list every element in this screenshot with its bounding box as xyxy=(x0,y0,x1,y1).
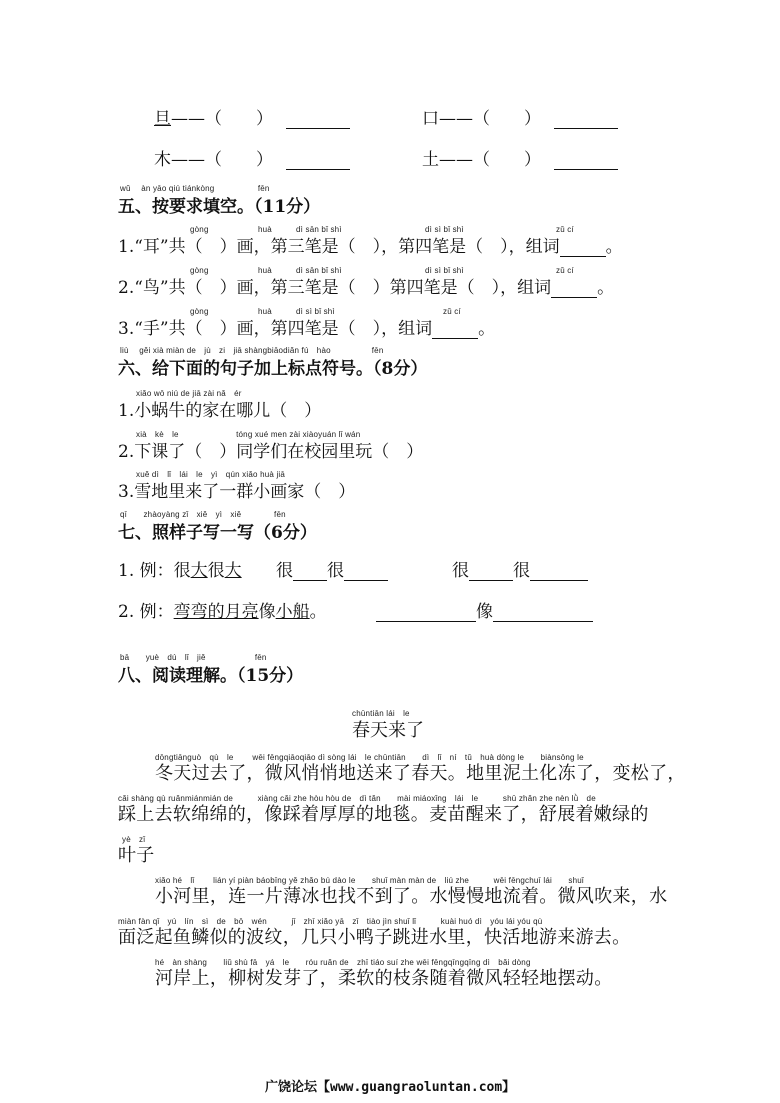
exercise-1a xyxy=(276,556,388,581)
answer-blank[interactable] xyxy=(560,240,606,257)
example-word: 大 xyxy=(190,561,208,581)
pinyin: zǔ cí xyxy=(556,266,574,275)
match-paren: ——（ ） xyxy=(439,150,541,170)
hen-char: 很 xyxy=(276,561,293,581)
section-5-title: 五、按要求填空。（11分） xyxy=(118,197,321,217)
example-word: 小船 xyxy=(275,602,310,622)
punct-item-1: 1.小蜗牛的家在哪儿（ ） xyxy=(118,401,322,421)
answer-blank[interactable] xyxy=(432,322,478,339)
pinyin: gòng xyxy=(190,266,209,275)
pinyin: dōngtiānguò qù le wēi fēngqiāoqiāo dì sòng lái le chūntiān dì lǐ ní tǔ huà dòng le biànsōng le xyxy=(155,753,584,762)
pinyin: gòng xyxy=(190,307,209,316)
period: 。 xyxy=(478,319,496,339)
pinyin: dì sì bǐ shì xyxy=(425,266,464,275)
example-2 xyxy=(118,597,327,622)
answer-blank[interactable] xyxy=(286,153,350,170)
section-7-pinyin: qī zhàoyàng zǐ xiě yì xiě fēn xyxy=(120,510,286,519)
match-row-2-left xyxy=(154,145,350,170)
pinyin: xiǎo hé lǐ lián yí piàn báobīng yě zhǎo bú dào le shuǐ màn màn de liú zhe wēi fēngchuī lái shuǐ xyxy=(155,876,584,885)
pinyin: dì sān bǐ shì xyxy=(296,266,342,275)
punct-item-2: 2.下课了（ ）同学们在校园里玩（ ） xyxy=(118,442,424,462)
example-word: 大 xyxy=(224,561,242,581)
answer-blank[interactable] xyxy=(469,564,513,581)
story-line-6: 河岸上，柳树发芽了，柔软的枝条随着微风轻轻地摆动。 xyxy=(155,968,613,989)
pinyin: miàn fàn qǐ yú lín sì de bō wén jǐ zhī xiǎo yā zǐ tiào jìn shuǐ lǐ kuài huó dì yóu lái yóu qù xyxy=(118,917,543,926)
answer-blank[interactable] xyxy=(554,153,618,170)
fill-item-3 xyxy=(118,314,495,339)
pinyin: hé àn shàng liǔ shù fā yá le róu ruǎn de zhī tiáo suí zhe wēi fēngqīngqīng dì bǎi dòng xyxy=(155,958,531,967)
section-7-title: 七、照样子写一写（6分） xyxy=(118,523,317,543)
question-text: 3.“手”共（ ）画，第四笔是（ ），组词 xyxy=(118,319,433,339)
example-word: 弯弯的月亮 xyxy=(173,602,259,622)
answer-blank[interactable] xyxy=(376,605,476,622)
match-paren: ——（ ） xyxy=(171,150,273,170)
match-row-2-right xyxy=(422,145,618,170)
answer-blank[interactable] xyxy=(293,564,327,581)
pinyin: yè zǐ xyxy=(122,835,146,844)
pinyin: dì sān bǐ shì xyxy=(296,225,342,234)
match-char: 木 xyxy=(154,150,171,170)
punct-item-3: 3.雪地里来了一群小画家（ ） xyxy=(118,482,356,502)
period: 。 xyxy=(309,602,327,622)
answer-blank[interactable] xyxy=(344,564,388,581)
question-text: 2.“鸟”共（ ）画，第三笔是（ ）第四笔是（ ），组词 xyxy=(118,278,552,298)
footer-watermark: 广饶论坛【www.guangraoluntan.com】 xyxy=(265,1080,516,1095)
exercise-1b xyxy=(452,556,588,581)
answer-blank[interactable] xyxy=(551,281,597,298)
question-text: 1.“耳”共（ ）画，第三笔是（ ），第四笔是（ ），组词 xyxy=(118,237,560,257)
example-word: 很 xyxy=(207,561,225,581)
hen-char: 很 xyxy=(513,561,530,581)
story-title-pinyin: chūntiān lái le xyxy=(352,709,410,718)
pinyin: dì sì bǐ shì xyxy=(425,225,464,234)
section-6-pinyin: liù gěi xià miàn de jù zi jiā shàngbiāodiǎn fú hào fēn xyxy=(120,346,384,355)
pinyin: zǔ cí xyxy=(556,225,574,234)
story-line-2: 踩上去软绵绵的，像踩着厚厚的地毯。麦苗醒来了，舒展着嫩绿的 xyxy=(118,804,649,825)
story-line-5: 面泛起鱼鳞似的波纹，几只小鸭子跳进水里，快活地游来游去。 xyxy=(118,927,631,948)
answer-blank[interactable] xyxy=(530,564,588,581)
match-char: 口 xyxy=(422,109,439,129)
period: 。 xyxy=(597,278,615,298)
pinyin: huà xyxy=(258,225,272,234)
match-row-1-left xyxy=(154,104,350,129)
answer-blank[interactable] xyxy=(493,605,593,622)
pinyin: cǎi shàng qù ruǎnmiánmián de xiàng cǎi zhe hòu hòu de dì tǎn mài miáoxǐng lái le shū zhǎn zhe nèn lǜ de xyxy=(118,794,596,803)
exercise-2 xyxy=(376,597,593,622)
example-1 xyxy=(118,556,242,581)
story-line-1: 冬天过去了，微风悄悄地送来了春天。地里泥土化冻了，变松了， xyxy=(155,763,686,784)
hen-char: 很 xyxy=(327,561,344,581)
example-prefix: 1. 例：很 xyxy=(118,561,191,581)
pinyin: huà xyxy=(258,307,272,316)
example-prefix: 2. 例： xyxy=(118,602,174,622)
hen-char: 很 xyxy=(452,561,469,581)
match-char: 土 xyxy=(422,150,439,170)
section-8-pinyin: bā yuè dú lǐ jiě fēn xyxy=(120,653,267,662)
xiang-char: 像 xyxy=(476,602,493,622)
match-paren: ——（ ） xyxy=(171,109,273,129)
fill-item-2 xyxy=(118,273,614,298)
section-5-pinyin: wǔ àn yāo qiú tiánkòng fēn xyxy=(120,184,270,193)
story-title: 春天来了 xyxy=(352,720,424,741)
match-row-1-right xyxy=(422,104,618,129)
match-char: 旦 xyxy=(154,109,171,129)
pinyin: huà xyxy=(258,266,272,275)
story-line-3: 叶子 xyxy=(118,845,155,866)
pinyin: xiǎo wō niú de jiā zài nǎ ér xyxy=(136,389,242,398)
pinyin: dì sì bǐ shì xyxy=(296,307,335,316)
pinyin: xuě dì lǐ lái le yì qún xiǎo huà jiā xyxy=(136,470,286,479)
answer-blank[interactable] xyxy=(554,112,618,129)
section-8-title: 八、阅读理解。（15分） xyxy=(118,666,304,686)
section-6-title: 六、给下面的句子加上标点符号。（8分） xyxy=(118,359,428,379)
example-word: 像 xyxy=(258,602,276,622)
fill-item-1 xyxy=(118,232,623,257)
pinyin: zǔ cí xyxy=(443,307,461,316)
pinyin: xià kè le tóng xué men zài xiàoyuán lǐ wán xyxy=(136,430,361,439)
story-line-4: 小河里，连一片薄冰也找不到了。水慢慢地流着。微风吹来，水 xyxy=(155,886,668,907)
pinyin: gòng xyxy=(190,225,209,234)
period: 。 xyxy=(605,237,623,257)
match-paren: ——（ ） xyxy=(439,109,541,129)
answer-blank[interactable] xyxy=(286,112,350,129)
